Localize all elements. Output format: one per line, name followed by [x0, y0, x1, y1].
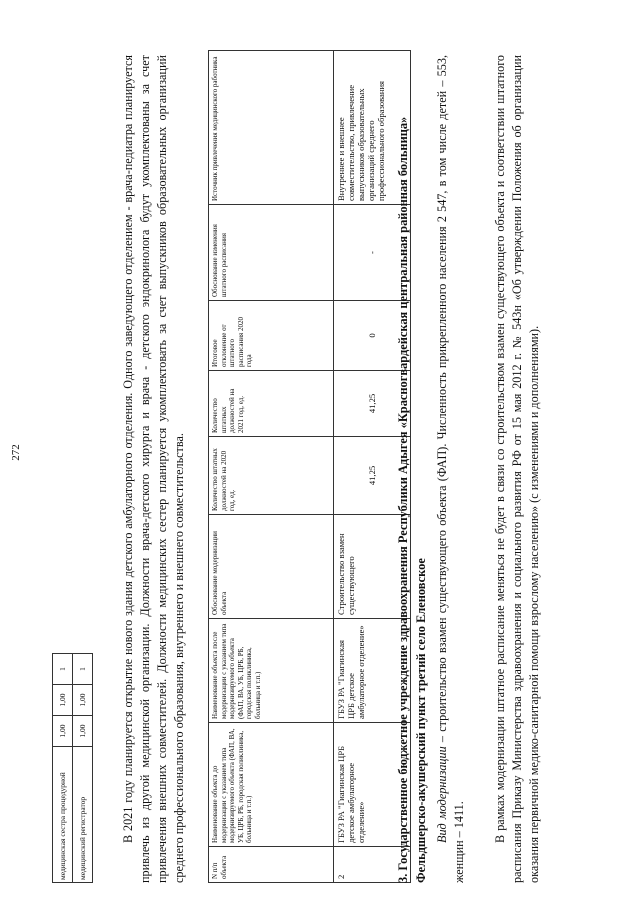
header-source: Источник привлечения медицинского работника	[209, 51, 334, 205]
cell-staff-2020: 41,25	[334, 437, 411, 515]
cell-source: Внутреннее и внешнее совместительство, привлечение выпускников образовательных организаций среднего профессионального образования	[334, 51, 411, 205]
paragraph-staff-schedule: В рамках модернизации штатное расписание меняться не будет в связи со строительством взамен существующего объекта и соответствии штатного расписания Приказу Министерства здравоохранения и социального развития РФ от 15 мая 2012 г. № 543н «Об утверждении Положения об организации оказания первичной медико-санитарной помощи взрослому населению» (с изменениями и дополнениями).	[493, 55, 541, 883]
header-before: Наименование объекта до модернизации с указанием типа модернизируемого объекта (ФАП, ВА, УБ, ЦРБ, РБ, городская поликлиника, больница и т.п.)	[209, 723, 334, 847]
page-number: 272	[10, 444, 22, 461]
value-cell: 1	[73, 654, 93, 685]
header-staff-2021: Количество штатных должностей на 2021 год, ед.	[209, 371, 334, 437]
value-cell: 1	[53, 654, 73, 685]
cell-number: 2	[334, 847, 411, 883]
table-row	[53, 654, 73, 883]
modernization-text: – строительство взамен существующего объекта (ФАП). Численность прикрепленного населения 2 547, в том числе детей – 553, женщин – 1411.	[435, 55, 466, 883]
value-cell: 1,00	[53, 716, 73, 747]
modernization-table	[208, 50, 411, 883]
header-reason: Обоснование модернизации объекта	[209, 515, 334, 619]
cell-reason: Строительство взамен существующего	[334, 515, 411, 619]
table-row	[73, 654, 93, 883]
cell-deviation: 0	[334, 301, 411, 371]
section-heading: 3. Государственное бюджетное учреждение здравоохранения Республики Адыгея «Красногвардейская центральная районная больница» Фельдшерско-акушерский пункт третий село Еленовское	[396, 116, 428, 883]
modernization-label: Вид модернизации	[435, 746, 449, 843]
value-cell: 1,00	[53, 685, 73, 716]
staff-table-continuation	[52, 653, 93, 883]
cell-before: ГБУЗ РА "Гиагинская ЦРБ детское амбулаторное отделение»	[334, 723, 411, 847]
value-cell: 1,00	[73, 685, 93, 716]
header-deviation: Итоговое отклонение от штатного расписания 2020 года	[209, 301, 334, 371]
header-after: Наименование объекта после модернизации с указанием типа модернизируемого объекта (ФАП, ВА, УБ, ЦРБ, РБ, городская поликлиника, больница и т.п.)	[209, 619, 334, 723]
cell-change-reason: -	[334, 205, 411, 301]
header-number: N п/п объекта	[209, 847, 334, 883]
table-header-row	[209, 51, 334, 883]
header-staff-2020: Количество штатных должностей на 2020 год, ед.	[209, 437, 334, 515]
paragraph-modernization-type	[434, 55, 468, 883]
paragraph-staffing: В 2021 году планируется открытие нового здания детского амбулаторного отделения. Одного заведующего отделением - врача-педиатра планируется привлечь из другой медицинской организации. Должности врача-детского хирурга и врача - детского эндокринолога будут укомплектованы за счет привлечения внешних совместителей. Должности медицинских сестер планируется укомплектовать за счет выпускников образовательных организаций среднего профессионального образования, внутреннего и внешнего совместительства.	[121, 55, 186, 883]
value-cell: 1,00	[73, 716, 93, 747]
header-change-reason: Обоснование изменения штатного расписания	[209, 205, 334, 301]
position-label: медицинская сестра процедурной	[53, 747, 73, 883]
cell-staff-2021: 41,25	[334, 371, 411, 437]
cell-after: ГБУЗ РА "Гиагинская ЦРБ детское амбулаторное отделение»	[334, 619, 411, 723]
position-label: медицинский регистратор	[73, 747, 93, 883]
